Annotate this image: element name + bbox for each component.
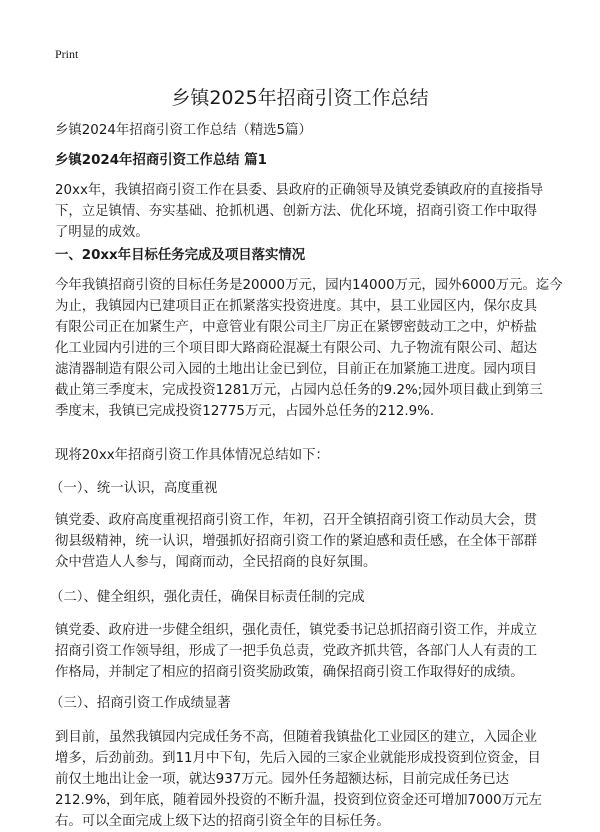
text-line: 镇党委、政府高度重视招商引资工作，年初，召开全镇招商引资工作动员大会，贯 xyxy=(55,513,538,528)
text-line: 彻县级精神，统一认识，增强抓好招商引资工作的紧迫感和责任感，在全体干部群 xyxy=(55,534,538,549)
text-line: 季度末，我镇已完成投资12775万元，占园外总任务的212.9%. xyxy=(55,404,435,419)
sub1-paragraph xyxy=(55,510,537,573)
text-line: 今年我镇招商引资的目标任务是20000万元，园内14000万元，园外6000万元。迄今 xyxy=(55,278,563,293)
text-line: 化工业园内引进的三个项目即大路商砼混凝土有限公司、九子物流有限公司、超达 xyxy=(55,341,538,356)
text-line: 增多，后劲前劲。到11月中下旬，先后入园的三家企业就能形成投资到位资金，目 xyxy=(55,751,541,766)
text-line: 众中营造人人参与，闻商而动，全民招商的良好氛围。 xyxy=(55,555,377,570)
article-heading: 乡镇2024年招商引资工作总结 篇1 xyxy=(55,153,267,168)
text-line: 为止，我镇园内已建项目正在抓紧落实投资进度。其中，县工业园区内，保尔皮具 xyxy=(55,299,538,314)
text-line: 20xx年，我镇招商引资工作在县委、县政府的正确领导及镇党委镇政府的直接指导 xyxy=(55,183,544,198)
text-line: 到目前，虽然我镇园内完成任务不高，但随着我镇盐化工业园区的建立，入园企业 xyxy=(55,730,538,745)
text-line: 下，立足镇情、夯实基础、抢抓机遇、创新方法、优化环境，招商引资工作中取得 xyxy=(55,204,538,219)
text-line: 镇党委、政府进一步健全组织，强化责任，镇党委书记总抓招商引资工作，并成立 xyxy=(55,623,538,638)
text-line: 截止第三季度末，完成投资1281万元，占园内总任务的9.2%;园外项目截止到第三 xyxy=(55,383,543,398)
text-line: 了明显的成效。 xyxy=(55,225,149,240)
intro-paragraph xyxy=(55,180,543,243)
text-line: 招商引资工作领导组，形成了一把手负总责，党政齐抓共管，各部门人人有责的工 xyxy=(55,644,538,659)
sub2-paragraph xyxy=(55,620,537,683)
summary-intro: 现将20xx年招商引资工作具体情况总结如下： xyxy=(55,448,329,463)
document-subtitle: 乡镇2024年招商引资工作总结（精选5篇） xyxy=(55,123,312,138)
sub3-paragraph xyxy=(55,727,542,832)
sub2-heading: （二）、健全组织，强化责任，确保目标责任制的完成 xyxy=(50,590,365,605)
text-line: 前仅土地出让金一项，就达937万元。园外任务超额达标，目前完成任务已达 xyxy=(55,772,510,787)
text-line: 有限公司正在加紧生产，中意管业有限公司主厂房正在紧锣密鼓动工之中，炉桥盐 xyxy=(55,320,538,335)
section1-heading: 一、20xx年目标任务完成及项目落实情况 xyxy=(55,248,306,263)
text-line: 212.9%，到年底，随着园外投资的不断升温，投资到位资金还可增加7000万元左 xyxy=(55,793,542,808)
section1-paragraph xyxy=(55,275,563,422)
text-line: 滤清器制造有限公司入园的土地出让金已到位，目前正在加紧施工进度。园内项目 xyxy=(55,362,538,377)
print-link[interactable]: Print xyxy=(55,47,79,61)
sub1-heading: （一）、统一认识，高度重视 xyxy=(50,481,218,496)
sub3-heading: （三）、招商引资工作成绩显著 xyxy=(50,696,231,711)
text-line: 右。可以全面完成上级下达的招商引资全年的目标任务。 xyxy=(55,814,390,829)
document-title: 乡镇2025年招商引资工作总结 xyxy=(171,87,429,109)
text-line: 作格局，并制定了相应的招商引资奖励政策，确保招商引资工作取得好的成绩。 xyxy=(55,665,524,680)
